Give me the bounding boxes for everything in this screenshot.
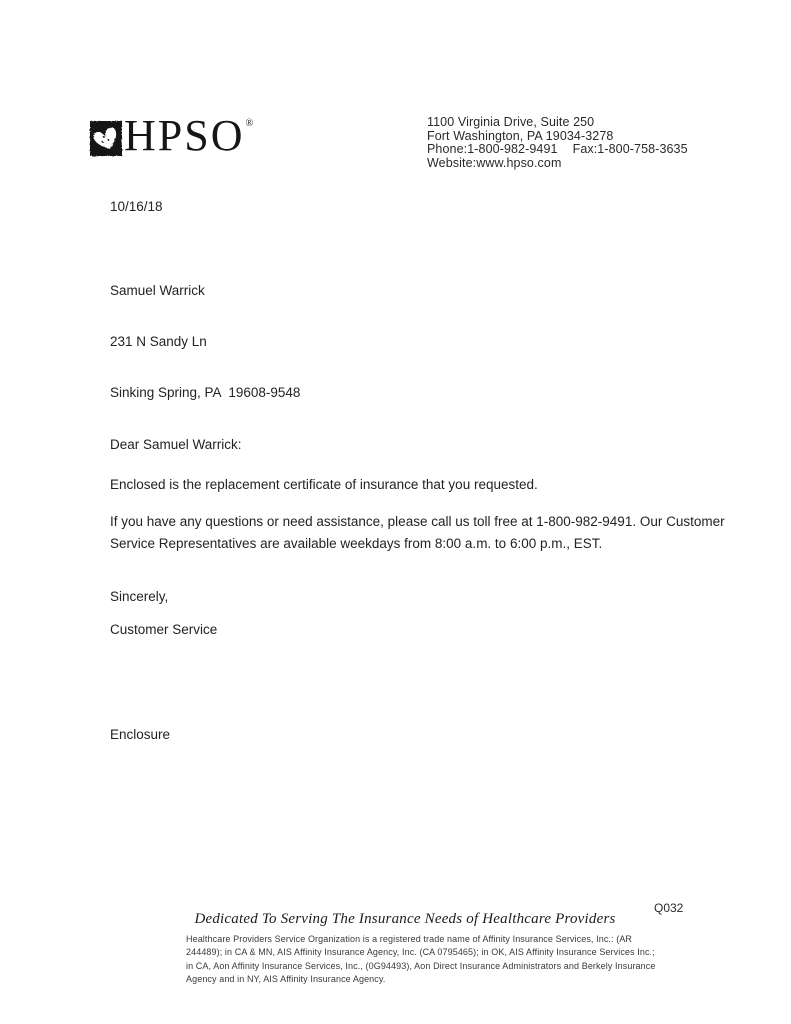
recipient-city: Sinking Spring, PA 19608-9548 xyxy=(110,385,301,400)
footer-disclaimer xyxy=(186,933,656,986)
letterhead-street: 1100 Virginia Drive, Suite 250 xyxy=(427,115,595,129)
disclaimer-line: Healthcare Providers Service Organization is a registered trade name of Affinity Insurance Services, Inc.: (AR xyxy=(186,934,633,944)
letterhead-city: Fort Washington, PA 19034-3278 xyxy=(427,128,614,143)
recipient-address-block xyxy=(110,248,300,435)
body-paragraph-1: Enclosed is the replacement certificate of insurance that you requested. xyxy=(110,477,538,492)
enclosure-note: Enclosure xyxy=(110,727,171,742)
footer-tagline: Dedicated To Serving The Insurance Needs of Healthcare Providers xyxy=(194,911,616,927)
disclaimer-line: 244489); in CA & MN, AIS Affinity Insurance Agency, Inc. (CA 0795465); in OK, AIS Affinity Insurance Services Inc.; xyxy=(186,947,655,958)
recipient-street: 231 N Sandy Ln xyxy=(110,334,207,349)
salutation: Dear Samuel Warrick: xyxy=(110,437,242,452)
letter-date: 10/16/18 xyxy=(110,199,163,214)
recipient-name: Samuel Warrick xyxy=(110,283,205,298)
closing: Sincerely, xyxy=(110,589,169,604)
disclaimer-line: Agency and in NY, AIS Affinity Insurance Agency. xyxy=(186,973,386,984)
signer: Customer Service xyxy=(110,622,218,637)
letterhead-address-block xyxy=(427,116,688,170)
hpso-heart-logo-icon xyxy=(89,120,123,157)
form-code: Q032 xyxy=(654,901,684,915)
letterhead-phone: Phone:1-800-982-9491 xyxy=(427,142,558,156)
letterhead-phone-fax xyxy=(427,143,688,157)
disclaimer-line: in CA, Aon Affinity Insurance Services, Inc., (0G94493), Aon Direct Insurance Administrators and Berkely Insurance xyxy=(186,960,656,971)
hpso-logo xyxy=(89,111,254,160)
registered-trademark-icon: ® xyxy=(245,118,254,129)
body-paragraph-2: If you have any questions or need assistance, please call us toll free at 1-800-982-9491. Our Customer Service Representatives are available weekdays from 8:00 a.m. to 6:00 p.m., EST. xyxy=(110,514,725,551)
letterhead-fax: Fax:1-800-758-3635 xyxy=(572,142,688,156)
hpso-logo-text: HPSO xyxy=(124,111,245,160)
letterhead-website: Website:www.hpso.com xyxy=(427,155,562,170)
